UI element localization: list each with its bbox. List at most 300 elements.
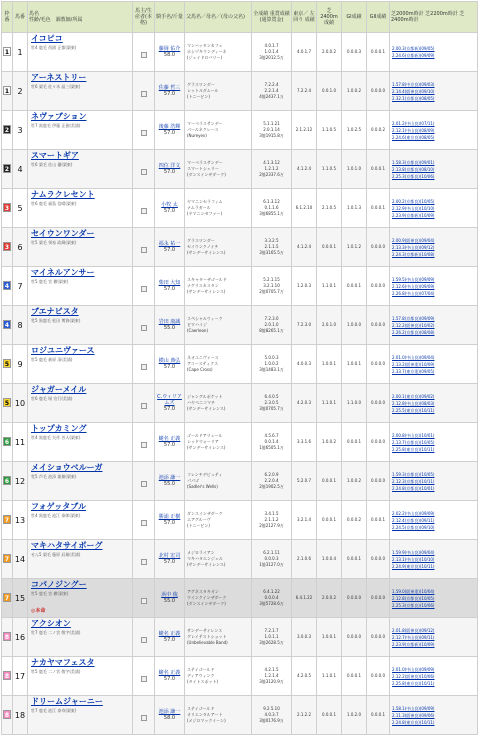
time-2400m[interactable]: 2.25.3(京都良)(10/06) bbox=[392, 173, 435, 179]
owner-silks bbox=[133, 345, 155, 384]
broodmare-sire: (ダンスインザダーク) bbox=[187, 172, 226, 177]
waku-badge bbox=[2, 150, 13, 189]
time-2000m[interactable]: 2.00.9(阪神良)(09/04) bbox=[392, 237, 435, 243]
jockey-weight: 57.0 bbox=[163, 130, 176, 136]
time-2400m[interactable]: 2.23.9(京都新)(10/09) bbox=[392, 641, 435, 647]
times-cell bbox=[390, 345, 478, 384]
jockey-cell bbox=[155, 618, 185, 657]
total-earnings: 3億1483.1万 bbox=[259, 367, 284, 372]
waku-badge bbox=[2, 696, 13, 735]
horse-sub-text: 牝5 芦毛 池添 兼雄(栗東) bbox=[31, 474, 77, 479]
g2-record: 0.0.0.1 bbox=[367, 189, 390, 228]
table-row bbox=[2, 540, 478, 579]
times-cell bbox=[390, 189, 478, 228]
dam-name: レットルダムール bbox=[187, 88, 219, 93]
horse-name-link[interactable]: ネヴァブション bbox=[31, 112, 87, 121]
header-umaban: 馬番 bbox=[13, 2, 28, 33]
course-record: 2.1.0.6 bbox=[292, 540, 317, 579]
distance-record: 1.0.0.4 bbox=[317, 540, 342, 579]
jockey-link[interactable]: 四位 洋文 bbox=[158, 163, 181, 169]
course-record: 2.1.2.12 bbox=[292, 111, 317, 150]
header-horse-label: 馬名 bbox=[29, 11, 40, 17]
owner-silks bbox=[133, 111, 155, 150]
table-row bbox=[2, 306, 478, 345]
jockey-link[interactable]: 勝浦 正樹 bbox=[158, 514, 181, 520]
total-record: 4.2.1.5 bbox=[264, 667, 279, 672]
silks-icon bbox=[141, 169, 147, 175]
silks-icon bbox=[141, 247, 147, 253]
horse-sub-text: 牡5 鹿毛 二ノ宮 敬宇(美浦) bbox=[31, 669, 81, 674]
jockey-link[interactable]: 岩田 康誠 bbox=[158, 319, 181, 325]
distance-record: 2.0.0.2 bbox=[317, 33, 342, 72]
horse-cell bbox=[28, 306, 133, 345]
time-2200m[interactable]: 2.13.2(阪神重)(10/09) bbox=[392, 361, 435, 367]
time-2000m[interactable]: 1.58.1(中山良)(09/09) bbox=[392, 705, 435, 711]
jockey-cell bbox=[155, 189, 185, 228]
waku-number: 2 bbox=[4, 127, 10, 134]
total-earnings: 3億3120.9万 bbox=[259, 679, 284, 684]
total-record: 6.4.1.22 bbox=[263, 589, 280, 594]
record-cell bbox=[252, 111, 292, 150]
horse-cell bbox=[28, 462, 133, 501]
header-owner: 馬主/生産者(本格) bbox=[133, 2, 155, 33]
record-cell bbox=[252, 696, 292, 735]
horse-cell bbox=[28, 540, 133, 579]
horse-cell bbox=[28, 579, 133, 618]
sire-name: スキャターザゴールド bbox=[187, 277, 227, 282]
time-2000m[interactable]: 1.58.3(京都良)(09/01) bbox=[392, 159, 435, 165]
silks-icon bbox=[141, 325, 147, 331]
header-distance: 芝2400m 成績 bbox=[317, 2, 342, 33]
horse-number: 11 bbox=[13, 423, 28, 462]
times-cell bbox=[390, 150, 478, 189]
horse-sub-text: 牡6 栗毛 佐山 優(栗東) bbox=[31, 162, 73, 167]
jockey-link[interactable]: 池添 謙一 bbox=[158, 475, 181, 481]
jockey-link[interactable]: 佐藤 哲三 bbox=[158, 85, 181, 91]
owner-silks bbox=[133, 657, 155, 696]
jockey-weight: 57.0 bbox=[163, 286, 176, 292]
graded-record: 0.1.1.6 bbox=[264, 205, 279, 210]
header-g2: GII成績 bbox=[367, 2, 390, 33]
g2-record: 0.0.0.1 bbox=[367, 696, 390, 735]
jockey-weight: 55.0 bbox=[163, 325, 176, 331]
total-record: 6.2.0.9 bbox=[264, 472, 279, 477]
waku-badge bbox=[2, 111, 13, 150]
dam-name: マキハタエンジェル bbox=[187, 556, 223, 561]
waku-badge bbox=[2, 189, 13, 228]
time-2200m[interactable]: 2.13.3(中山良)(09/12) bbox=[392, 244, 435, 250]
horse-name-link[interactable]: セイウンワンダー bbox=[31, 229, 95, 238]
horse-name-link[interactable]: ドリームジャーニー bbox=[31, 697, 103, 706]
dam-name: グレイテストショット bbox=[187, 634, 227, 639]
sire-name: マーベラスサンデー bbox=[187, 160, 223, 165]
jockey-weight: 55.0 bbox=[163, 481, 176, 487]
waku-badge bbox=[2, 618, 13, 657]
g2-record: 0.0.0.0 bbox=[367, 657, 390, 696]
broodmare-sire: (Unbelievable Band) bbox=[187, 640, 228, 645]
time-2000m[interactable]: 2.01.0(中山良)(09/09) bbox=[392, 666, 435, 672]
course-record: 4.0.1.7 bbox=[292, 33, 317, 72]
sire-name: サンデーサイレンス bbox=[187, 628, 223, 633]
time-2200m[interactable]: 2.12.8(中山良)(08/03) bbox=[392, 400, 435, 406]
time-2200m[interactable]: 2.13.1(中山良)(10/10) bbox=[392, 556, 435, 562]
g1-record: 1.0.2.0 bbox=[342, 696, 367, 735]
jockey-link[interactable]: 後藤 浩輝 bbox=[158, 124, 181, 130]
jockey-weight: 57.0 bbox=[163, 364, 176, 370]
broodmare-sire: (サンデーサイレンス) bbox=[187, 445, 226, 450]
time-2000m[interactable]: 2.00.3(京都新)(09/05) bbox=[392, 46, 435, 51]
horse-sub-text: せん5 栗毛 藤原 辰雄(美浦) bbox=[31, 552, 81, 557]
graded-record: 2.0.1.14 bbox=[263, 127, 280, 132]
g1-record: 1.0.1.3 bbox=[342, 189, 367, 228]
g2-record: 0.0.0.0 bbox=[367, 306, 390, 345]
distance-record: 0.0.0.1 bbox=[317, 228, 342, 267]
silks-icon bbox=[141, 520, 147, 526]
waku-number: 7 bbox=[4, 595, 10, 602]
graded-record: 3.2.1.10 bbox=[263, 283, 280, 288]
times-cell bbox=[390, 696, 478, 735]
waku-number: 6 bbox=[4, 478, 10, 485]
horse-cell bbox=[28, 345, 133, 384]
jockey-link[interactable]: 蛯名 正義 bbox=[158, 670, 181, 676]
sire-name: ステイゴールド bbox=[187, 667, 215, 672]
silks-icon bbox=[141, 403, 147, 409]
broodmare-sire: (タイトスポット) bbox=[187, 679, 219, 684]
total-record: 9.2.5.10 bbox=[263, 706, 280, 711]
total-earnings: 3億0705.7万 bbox=[259, 406, 284, 411]
horse-name-link[interactable]: アーネストリー bbox=[31, 73, 87, 82]
jockey-link[interactable]: 北村 宏司 bbox=[158, 553, 181, 559]
time-2000m[interactable]: 2.01.2(中山良)(07/11) bbox=[392, 120, 435, 126]
broodmare-sire: (サンデーサイレンス) bbox=[187, 406, 226, 411]
jockey-weight: 57.0 bbox=[163, 637, 176, 643]
race-entry-table bbox=[1, 1, 478, 735]
horse-number: 7 bbox=[13, 267, 28, 306]
silks-icon bbox=[141, 637, 147, 643]
time-2400m[interactable]: 2.24.9(東京良)(10/11) bbox=[392, 563, 435, 569]
times-cell bbox=[390, 267, 478, 306]
g1-record: 1.0.0.0 bbox=[342, 306, 367, 345]
time-2000m[interactable]: 1.59.9(中山良)(09/04) bbox=[392, 549, 435, 555]
graded-record: 1.0.0.2 bbox=[264, 361, 279, 366]
time-2200m[interactable]: 2.11.3(阪神良)(09/06) bbox=[392, 712, 435, 718]
jockey-link[interactable]: 池添 謙一 bbox=[158, 709, 181, 715]
record-cell bbox=[252, 306, 292, 345]
graded-record: 0.0.0.4 bbox=[264, 595, 279, 600]
time-2200m[interactable]: 2.12.6(中山良)(09/09) bbox=[392, 283, 435, 289]
time-2400m[interactable]: 2.25.8(東京良)(10/11) bbox=[392, 446, 435, 452]
time-2000m[interactable]: 1.57.8(京都良)(09/09) bbox=[392, 315, 435, 321]
table-row bbox=[2, 345, 478, 384]
jockey-cell bbox=[155, 345, 185, 384]
graded-record: 0.0.1.4 bbox=[264, 439, 279, 444]
jockey-weight: 57.0 bbox=[163, 208, 176, 214]
time-2000m[interactable]: 1.59.3(京都良)(10/05) bbox=[392, 471, 435, 477]
broodmare-sire: (ダンスインザダーク) bbox=[187, 601, 226, 606]
jockey-link[interactable]: 浜中 俊 bbox=[161, 592, 178, 598]
pedigree-cell bbox=[185, 384, 252, 423]
horse-sub-text: 牡6 栗毛 佐々木 晶三(栗東) bbox=[31, 84, 81, 89]
times-cell bbox=[390, 579, 478, 618]
distance-record: 2.1.0.5 bbox=[317, 189, 342, 228]
time-2400m[interactable]: 2.24.6(東京良)(08/05) bbox=[392, 134, 435, 140]
jockey-cell bbox=[155, 150, 185, 189]
time-2200m[interactable]: 2.12.8(京都良)(10/05) bbox=[392, 595, 435, 601]
time-2000m[interactable]: 2.02.2(中山良)(09/09) bbox=[392, 510, 435, 516]
time-2000m[interactable]: 1.57.8(中京良)(09/03) bbox=[392, 81, 435, 87]
horse-name-link[interactable]: メイショウベルーガ bbox=[31, 463, 103, 472]
jockey-link[interactable]: 蛯名 正義 bbox=[158, 436, 181, 442]
horse-number: 10 bbox=[13, 384, 28, 423]
owner-silks bbox=[133, 72, 155, 111]
horse-name-link[interactable]: ナムラクレセント bbox=[31, 190, 95, 199]
pedigree-cell bbox=[185, 189, 252, 228]
broodmare-sire: (Sadler's Wells) bbox=[187, 484, 218, 489]
times-cell bbox=[390, 111, 478, 150]
jockey-weight: 57.0 bbox=[163, 406, 176, 412]
time-2200m[interactable]: 2.12.2(阪神良)(10/06) bbox=[392, 673, 435, 679]
jockey-cell bbox=[155, 501, 185, 540]
g2-record: 0.0.0.0 bbox=[367, 462, 390, 501]
time-2200m[interactable]: 2.12.9(中山良)(10/10) bbox=[392, 205, 435, 211]
distance-record: 0.0.0.1 bbox=[317, 501, 342, 540]
time-2200m[interactable]: 2.13.7(京都良)(10/05) bbox=[392, 439, 435, 445]
jockey-weight: 58.0 bbox=[163, 715, 176, 721]
course-record: 4.1.2.4 bbox=[292, 150, 317, 189]
broodmare-sire: (ヤマニンゼファー) bbox=[187, 211, 223, 216]
horse-sub-text: 牡5 鹿毛 萩原 清(美浦) bbox=[31, 357, 73, 362]
record-cell bbox=[252, 501, 292, 540]
dam-name: ウインクインザダーク bbox=[187, 595, 227, 600]
total-earnings: 3億3165.5万 bbox=[259, 250, 284, 255]
distance-record: 1.1.0.1 bbox=[317, 657, 342, 696]
course-record: 5.2.0.7 bbox=[292, 462, 317, 501]
times-cell bbox=[390, 657, 478, 696]
broodmare-sire: (トニービン) bbox=[187, 523, 210, 528]
sire-name: フレンチデピュティ bbox=[187, 472, 223, 477]
horse-name-link[interactable]: ロジユニヴァース bbox=[31, 346, 95, 355]
g2-record: 0.0.0.0 bbox=[367, 228, 390, 267]
pedigree-cell bbox=[185, 657, 252, 696]
jockey-link[interactable]: 柴田 大知 bbox=[158, 280, 181, 286]
pedigree-cell bbox=[185, 540, 252, 579]
time-2000m[interactable]: 2.01.8(阪神良)(09/12) bbox=[392, 627, 435, 633]
jockey-cell bbox=[155, 72, 185, 111]
owner-silks bbox=[133, 423, 155, 462]
horse-number: 4 bbox=[13, 150, 28, 189]
horse-number: 14 bbox=[13, 540, 28, 579]
horse-name-link[interactable]: ブエナビスタ bbox=[31, 307, 79, 316]
horse-name-link[interactable]: マキハタサイボーグ bbox=[31, 541, 103, 550]
owner-silks bbox=[133, 150, 155, 189]
graded-record: 2.0.1.0 bbox=[264, 322, 279, 327]
horse-name-link[interactable]: ジャガーメイル bbox=[31, 385, 87, 394]
time-2000m[interactable]: 2.00.8(中山良)(10/01) bbox=[392, 432, 435, 438]
broodmare-sire: (Caerleon) bbox=[187, 328, 209, 333]
time-2400m[interactable]: 2.26.2(京都良)(08/08) bbox=[392, 329, 435, 335]
g2-record: 0.0.0.0 bbox=[367, 618, 390, 657]
time-2000m[interactable]: 2.00.2(京都良)(10/05) bbox=[392, 198, 435, 204]
g1-record: 0.0.0.2 bbox=[342, 501, 367, 540]
time-2400m[interactable]: 2.26.8(中山良)(07/04) bbox=[392, 290, 435, 296]
distance-record: 2.0.1.0 bbox=[317, 306, 342, 345]
graded-record: 2.1.1.5 bbox=[264, 244, 279, 249]
g1-record: 0.0.0.1 bbox=[342, 423, 367, 462]
jockey-weight: 57.0 bbox=[163, 442, 176, 448]
jockey-link[interactable]: 福永 祐一 bbox=[158, 241, 181, 247]
distance-record: 0.0.0.1 bbox=[317, 462, 342, 501]
table-row bbox=[2, 72, 478, 111]
horse-name-link[interactable]: マイネルアンサー bbox=[31, 268, 95, 277]
jockey-link[interactable]: 藤岡 佑介 bbox=[158, 46, 181, 52]
record-cell bbox=[252, 150, 292, 189]
time-2400m[interactable]: 2.24.5(京都良)(09/10) bbox=[392, 524, 435, 530]
horse-number: 15 bbox=[13, 579, 28, 618]
horse-sub-text: 牡5 栗毛 領家 政蔵(栗東) bbox=[31, 240, 77, 245]
distance-record: 1.0.0.1 bbox=[317, 345, 342, 384]
time-2400m[interactable]: 2.25.8(東京良)(10/11) bbox=[392, 680, 435, 686]
g1-record: 1.0.0.2 bbox=[342, 462, 367, 501]
g1-record: 1.0.0.2 bbox=[342, 72, 367, 111]
table-row bbox=[2, 267, 478, 306]
total-earnings: 3億1915.8万 bbox=[259, 133, 284, 138]
horse-sub-text: 牡4 黒鹿毛 池江 泰郎(栗東) bbox=[31, 513, 81, 518]
jockey-link[interactable]: 小牧 太 bbox=[161, 202, 178, 208]
jockey-weight: 55.0 bbox=[163, 598, 176, 604]
waku-badge bbox=[2, 540, 13, 579]
horse-sub-text: 牡7 鹿毛 二ノ宮 敬宇(美浦) bbox=[31, 630, 81, 635]
distance-record: 0.0.0.1 bbox=[317, 696, 342, 735]
jockey-cell bbox=[155, 306, 185, 345]
total-record: 6.4.0.5 bbox=[264, 394, 279, 399]
horse-name-link[interactable]: フォゲッタブル bbox=[31, 502, 86, 511]
time-2000m[interactable]: 1.59.0(阪神重)(10/04) bbox=[392, 588, 435, 594]
total-record: 5.1.1.21 bbox=[263, 121, 280, 126]
course-record: 6.1.2.10 bbox=[292, 189, 317, 228]
jockey-link[interactable]: C.ウィリアムズ bbox=[157, 394, 182, 406]
course-record: 2.1.2.2 bbox=[292, 696, 317, 735]
horse-cell bbox=[28, 423, 133, 462]
waku-badge bbox=[2, 657, 13, 696]
waku-badge bbox=[2, 579, 13, 618]
time-2400m[interactable]: 2.24.8(東京良)(10/11) bbox=[392, 719, 435, 725]
header-horse bbox=[28, 2, 133, 33]
pedigree-cell bbox=[185, 267, 252, 306]
horse-name-link[interactable]: スマートギア bbox=[31, 151, 79, 160]
time-2400m[interactable]: 2.25.3(京都良)(10/06) bbox=[392, 602, 435, 608]
jockey-cell bbox=[155, 33, 185, 72]
horse-name-link[interactable]: ナカヤマフェスタ bbox=[31, 658, 95, 667]
time-2000m[interactable]: 2.01.0(中山良)(09/04) bbox=[392, 354, 435, 360]
times-cell bbox=[390, 306, 478, 345]
sire-name: アグネスタキオン bbox=[187, 589, 219, 594]
table-row bbox=[2, 618, 478, 657]
owner-silks bbox=[133, 189, 155, 228]
time-2200m[interactable]: 2.12.3(京都良)(10/11) bbox=[392, 478, 435, 484]
horse-number: 2 bbox=[13, 72, 28, 111]
time-2000m[interactable]: 2.00.1(東京良)(09/02) bbox=[392, 393, 435, 399]
time-2400m[interactable]: 2.23.9(京都新)(10/09) bbox=[392, 212, 435, 218]
total-record: 6.1.3.12 bbox=[263, 199, 280, 204]
g2-record: 0.0.0.0 bbox=[367, 540, 390, 579]
times-cell bbox=[390, 228, 478, 267]
jockey-link[interactable]: 横山 典弘 bbox=[158, 358, 181, 364]
pedigree-cell bbox=[185, 72, 252, 111]
total-record: 5.2.1.15 bbox=[263, 277, 280, 282]
horse-name-link[interactable]: アクシオン bbox=[31, 619, 71, 628]
dam-name: ナムラガール bbox=[187, 205, 211, 210]
time-2000m[interactable]: 1.59.5(中山良)(09/09) bbox=[392, 276, 435, 282]
owner-silks bbox=[133, 306, 155, 345]
time-2200m[interactable]: 2.13.8(京都良)(08/10) bbox=[392, 166, 435, 172]
time-2200m[interactable]: 2.12.4(京都良)(09/11) bbox=[392, 517, 435, 523]
times-cell bbox=[390, 33, 478, 72]
time-2200m[interactable]: 2.12.2(阪神良)(10/02) bbox=[392, 322, 435, 328]
time-2400m[interactable]: 2.32.1(京都良)(08/05) bbox=[392, 95, 435, 101]
waku-number: 8 bbox=[4, 673, 10, 680]
horse-sub-info bbox=[31, 318, 129, 324]
horse-name-link[interactable]: コパノジングー bbox=[31, 580, 87, 589]
record-cell bbox=[252, 462, 292, 501]
distance-record: 1.1.0.5 bbox=[317, 111, 342, 150]
distance-record: 1.1.0.1 bbox=[317, 267, 342, 306]
time-2200m[interactable]: 2.14.4(阪神良)(09/10) bbox=[392, 88, 435, 94]
time-2400m[interactable]: 2.25.5(東京良)(10/11) bbox=[392, 407, 435, 413]
horse-cell bbox=[28, 618, 133, 657]
dam-name: ナグリスカスタン bbox=[187, 283, 219, 288]
horse-cell bbox=[28, 150, 133, 189]
total-record: 3.4.1.5 bbox=[264, 511, 279, 516]
waku-badge bbox=[2, 228, 13, 267]
sire-name: ダンスインザダーク bbox=[187, 511, 223, 516]
time-2200m[interactable]: 2.12.7(中山良)(09/11) bbox=[392, 634, 435, 640]
horse-sub-info bbox=[31, 162, 129, 168]
horse-sub-info bbox=[31, 45, 129, 51]
times-cell bbox=[390, 462, 478, 501]
g1-record: 0.0.0.3 bbox=[342, 33, 367, 72]
time-2400m[interactable]: 2.33.7(東京重)(09/05) bbox=[392, 368, 435, 374]
jockey-cell bbox=[155, 228, 185, 267]
time-2200m[interactable]: 2.12.1(中山良)(08/09) bbox=[392, 127, 435, 133]
dam-name: オリエンタルアート bbox=[187, 712, 223, 717]
dam-name: レッドウォーリア bbox=[187, 439, 219, 444]
table-row bbox=[2, 462, 478, 501]
time-2400m[interactable]: 2.24.8(京都良)(10/01) bbox=[392, 485, 435, 491]
horse-sub-info bbox=[31, 123, 129, 129]
total-earnings: 2億2337.6万 bbox=[259, 172, 284, 177]
header-horse-sub: 性齢/毛色 調教師/所属 bbox=[29, 17, 83, 23]
dam-name: エアグルーヴ bbox=[187, 517, 211, 522]
pedigree-cell bbox=[185, 150, 252, 189]
horse-sub-info bbox=[31, 474, 129, 480]
owner-silks bbox=[133, 579, 155, 618]
horse-number: 13 bbox=[13, 501, 28, 540]
jockey-link[interactable]: 蛯名 正義 bbox=[158, 631, 181, 637]
jockey-cell bbox=[155, 111, 185, 150]
horse-name-link[interactable]: イコピコ bbox=[31, 34, 63, 43]
graded-record: 2.1.1.2 bbox=[264, 517, 279, 522]
horse-cell bbox=[28, 111, 133, 150]
pedigree-cell bbox=[185, 462, 252, 501]
broodmare-sire: (ジェイドロバリー) bbox=[187, 55, 223, 60]
g2-record: 0.0.0.1 bbox=[367, 150, 390, 189]
times-cell bbox=[390, 501, 478, 540]
header-jockey: 騎手名/斤量 bbox=[155, 2, 185, 33]
horse-name-link[interactable]: トップカミング bbox=[31, 424, 87, 433]
time-2400m[interactable]: 2.24.3(京都新)(10/08) bbox=[392, 251, 435, 257]
time-2400m[interactable]: 2.24.6(京都新)(09/09) bbox=[392, 53, 435, 58]
table-header bbox=[2, 2, 478, 33]
